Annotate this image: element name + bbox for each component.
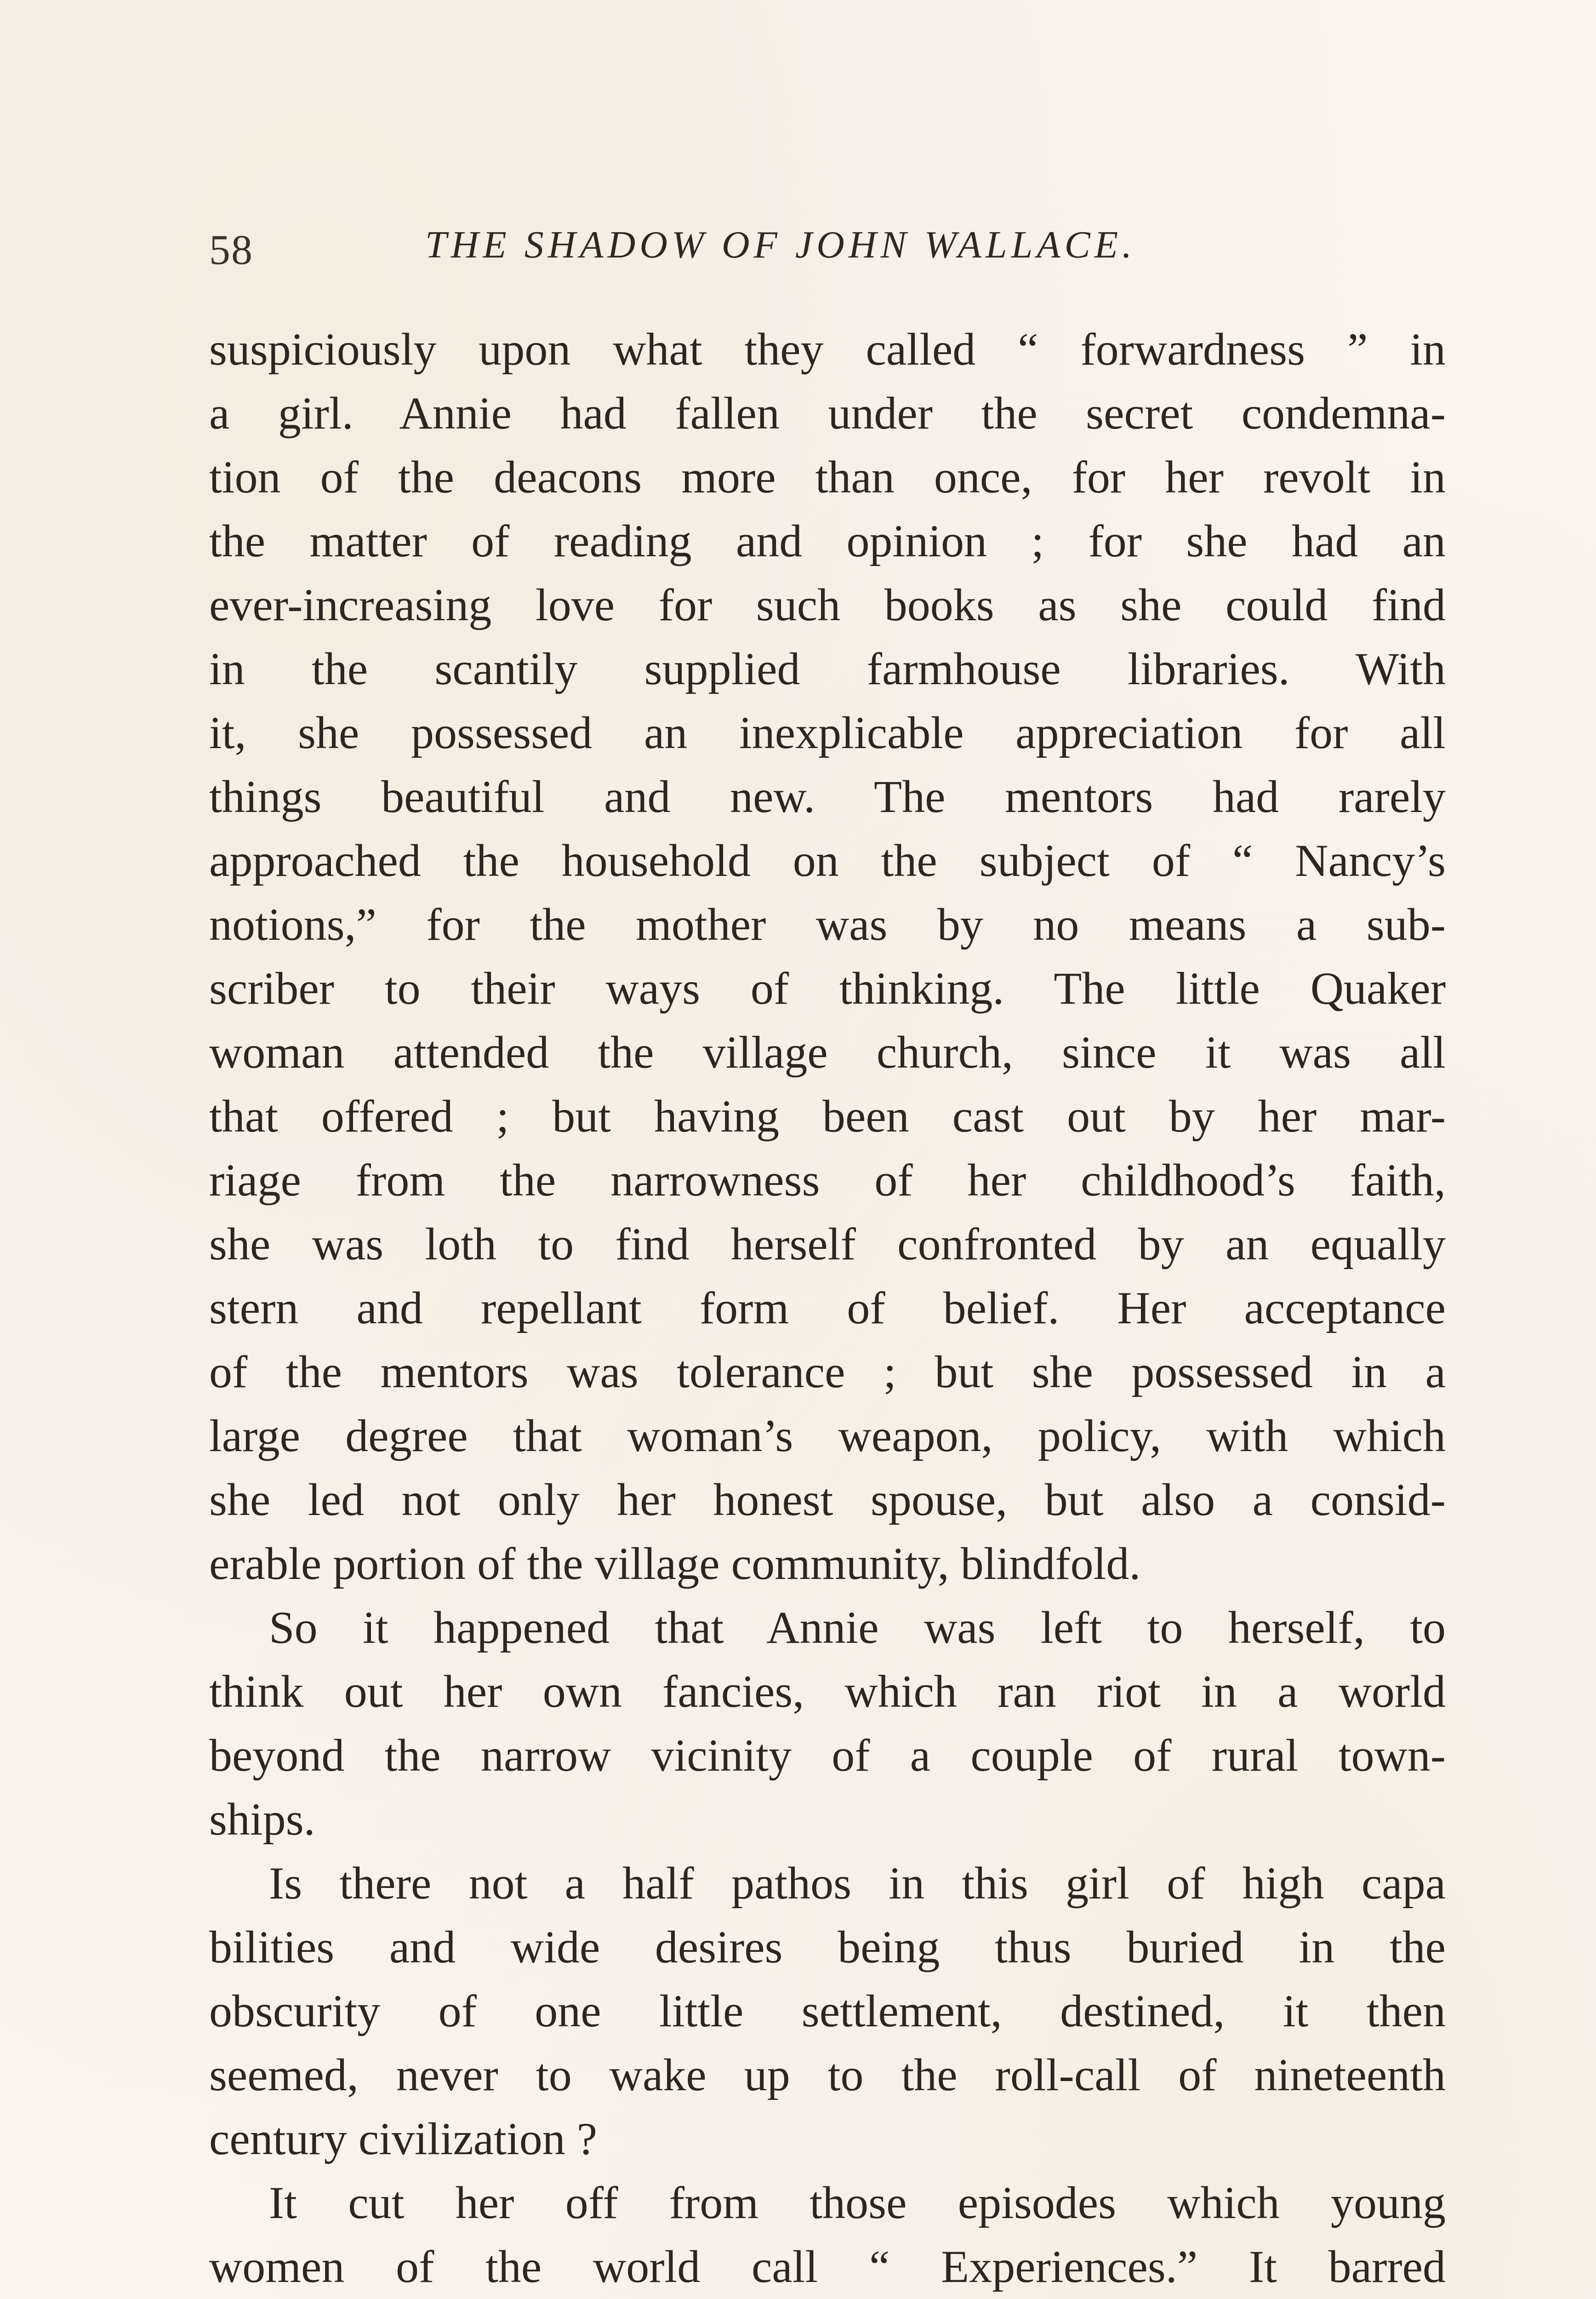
text-line: women of the world call “ Experiences.” It barred bbox=[209, 2241, 1446, 2292]
text-line: notions,” for the mother was by no means a sub- bbox=[209, 899, 1446, 950]
text-line: suspiciously upon what they called “ forwardness ” in bbox=[209, 324, 1446, 375]
text-line: scriber to their ways of thinking. The little Quaker bbox=[209, 963, 1446, 1014]
text-line: things beautiful and new. The mentors had rarely bbox=[209, 771, 1446, 822]
text-line: she was loth to find herself confronted by an equally bbox=[209, 1218, 1446, 1270]
text-line: So it happened that Annie was left to herself, to bbox=[269, 1602, 1446, 1653]
text-line: ships. bbox=[209, 1794, 315, 1845]
text-line: tion of the deacons more than once, for her revolt in bbox=[209, 452, 1446, 503]
text-line: century civilization ? bbox=[209, 2113, 598, 2164]
running-title: THE SHADOW OF JOHN WALLACE. bbox=[425, 223, 1136, 266]
body-text bbox=[209, 317, 1446, 2299]
text-line: beyond the narrow vicinity of a couple of rural town- bbox=[209, 1730, 1446, 1781]
text-line: seemed, never to wake up to the roll-call of nineteenth bbox=[209, 2049, 1446, 2100]
text-line: stern and repellant form of belief. Her acceptance bbox=[209, 1282, 1446, 1333]
text-line: bilities and wide desires being thus buried in the bbox=[209, 1922, 1446, 1973]
page-number: 58 bbox=[209, 226, 253, 273]
text-line: riage from the narrowness of her childhood’s faith, bbox=[209, 1155, 1446, 1206]
text-line: woman attended the village church, since it was all bbox=[209, 1027, 1446, 1078]
text-line: Is there not a half pathos in this girl of high capa bbox=[269, 1858, 1446, 1909]
text-line: large degree that woman’s weapon, policy, with which bbox=[209, 1410, 1446, 1461]
text-line: a girl. Annie had fallen under the secret condemna- bbox=[209, 388, 1446, 439]
text-line: obscurity of one little settlement, destined, it then bbox=[209, 1985, 1446, 2036]
text-line: of the mentors was tolerance ; but she possessed in a bbox=[209, 1346, 1446, 1397]
text-line: in the scantily supplied farmhouse libraries. With bbox=[209, 643, 1446, 694]
text-line: It cut her off from those episodes which young bbox=[269, 2177, 1446, 2228]
text-line: think out her own fancies, which ran riot in a world bbox=[209, 1666, 1446, 1717]
text-line: it, she possessed an inexplicable appreciation for all bbox=[209, 707, 1446, 758]
text-line: that offered ; but having been cast out by her mar- bbox=[209, 1091, 1446, 1142]
text-line: she led not only her honest spouse, but also a consid- bbox=[209, 1474, 1446, 1525]
text-line: approached the household on the subject of “ Nancy’s bbox=[209, 835, 1446, 886]
text-line: ever-increasing love for such books as she could find bbox=[209, 579, 1446, 630]
text-line: erable portion of the village community, blindfold. bbox=[209, 1538, 1141, 1589]
running-head bbox=[209, 216, 1446, 276]
text-line: the matter of reading and opinion ; for she had an bbox=[209, 515, 1446, 566]
